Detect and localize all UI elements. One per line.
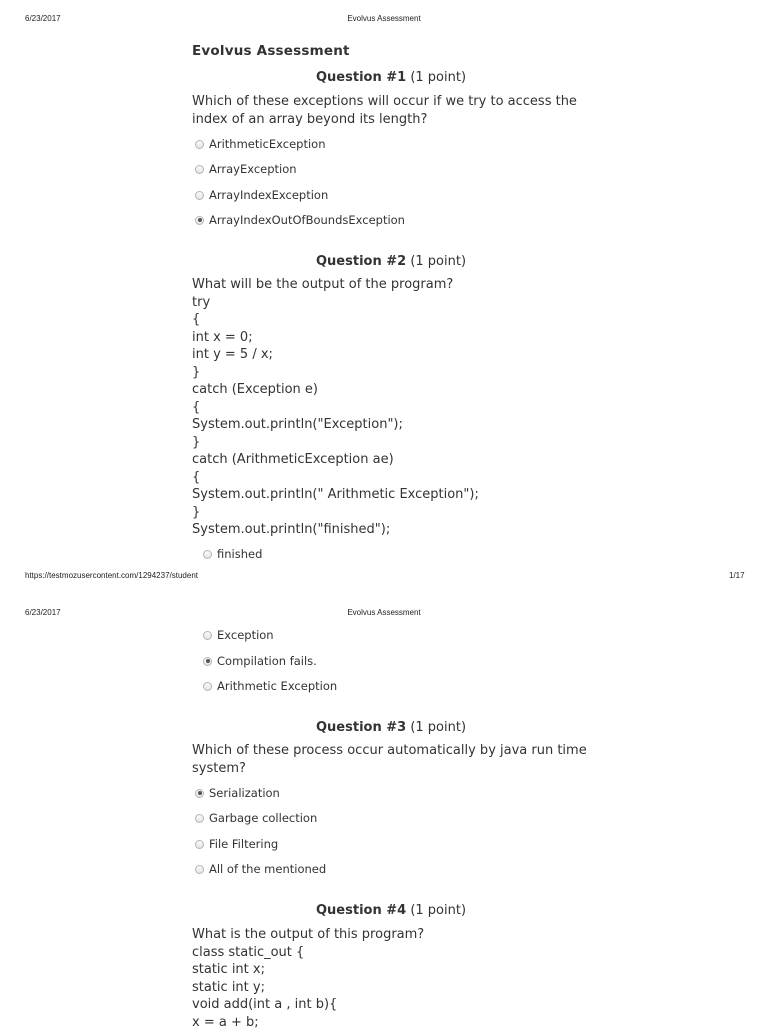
q1-option-2[interactable] (195, 162, 297, 176)
document-title: Evolvus Assessment (192, 43, 350, 59)
question-4-points: (1 point) (410, 903, 467, 918)
page2-header-date: 6/23/2017 (25, 608, 61, 617)
q2-option-4[interactable] (203, 679, 337, 693)
question-2-label: Question #2 (316, 254, 407, 269)
radio-button[interactable] (195, 140, 204, 149)
page1-header-date: 6/23/2017 (25, 14, 61, 23)
q1-option-1-label: ArithmeticException (209, 137, 326, 151)
radio-button[interactable] (195, 840, 204, 849)
q3-option-1[interactable] (195, 786, 280, 800)
question-3-label: Question #3 (316, 720, 407, 735)
question-2-text: What will be the output of the program? try { int x = 0; int y = 5 / x; } catch (Exception e) { System.out.println("Exception"); } catch (ArithmeticException ae) { System.out.println(" Arithmetic Exception"); } System.out.println("finished"); (192, 277, 479, 537)
q1-option-2-label: ArrayException (209, 162, 297, 176)
q1-option-3-label: ArrayIndexException (209, 188, 329, 202)
q3-option-4[interactable] (195, 862, 326, 876)
radio-button[interactable] (195, 191, 204, 200)
question-3-text: Which of these process occur automatically by java run time system? (192, 743, 587, 776)
q2-option-1-label: finished (217, 547, 263, 561)
q1-option-1[interactable] (195, 137, 326, 151)
q2-option-2-label: Exception (217, 628, 274, 642)
radio-button-selected[interactable] (195, 216, 204, 225)
radio-button[interactable] (195, 865, 204, 874)
radio-button[interactable] (203, 631, 212, 640)
question-4-label: Question #4 (316, 903, 407, 918)
q1-option-4-label: ArrayIndexOutOfBoundsException (209, 213, 405, 227)
question-4-text: What is the output of this program? class static_out { static int x; static int y; void add(int a , int b){ x = a + b; (192, 927, 425, 1030)
page1-header-title: Evolvus Assessment (347, 14, 421, 23)
page1-footer-url: https://testmozusercontent.com/1294237/student (25, 571, 198, 580)
page1-footer-page-number: 1/17 (729, 571, 745, 580)
q3-option-2-label: Garbage collection (209, 811, 318, 825)
radio-button[interactable] (203, 550, 212, 559)
q1-option-4[interactable] (195, 213, 405, 227)
radio-button[interactable] (195, 165, 204, 174)
question-1-label: Question #1 (316, 70, 407, 85)
q2-option-2[interactable] (203, 628, 274, 642)
question-1-points: (1 point) (410, 70, 467, 85)
question-2-points: (1 point) (410, 254, 467, 269)
radio-button-selected[interactable] (195, 789, 204, 798)
question-1-text: Which of these exceptions will occur if we try to access the index of an array beyond its length? (192, 94, 577, 127)
question-3-points: (1 point) (410, 720, 467, 735)
q2-option-3[interactable] (203, 654, 317, 668)
page2-header-title: Evolvus Assessment (347, 608, 421, 617)
q3-option-4-label: All of the mentioned (209, 862, 327, 876)
radio-button-selected[interactable] (203, 657, 212, 666)
q3-option-2[interactable] (195, 811, 317, 825)
q3-option-3[interactable] (195, 837, 278, 851)
q3-option-3-label: File Filtering (209, 837, 279, 851)
q2-option-4-label: Arithmetic Exception (217, 679, 338, 693)
q1-option-3[interactable] (195, 188, 328, 202)
q2-option-1[interactable] (203, 547, 262, 561)
radio-button[interactable] (203, 682, 212, 691)
q3-option-1-label: Serialization (209, 786, 280, 800)
radio-button[interactable] (195, 814, 204, 823)
q2-option-3-label: Compilation fails. (217, 654, 317, 668)
